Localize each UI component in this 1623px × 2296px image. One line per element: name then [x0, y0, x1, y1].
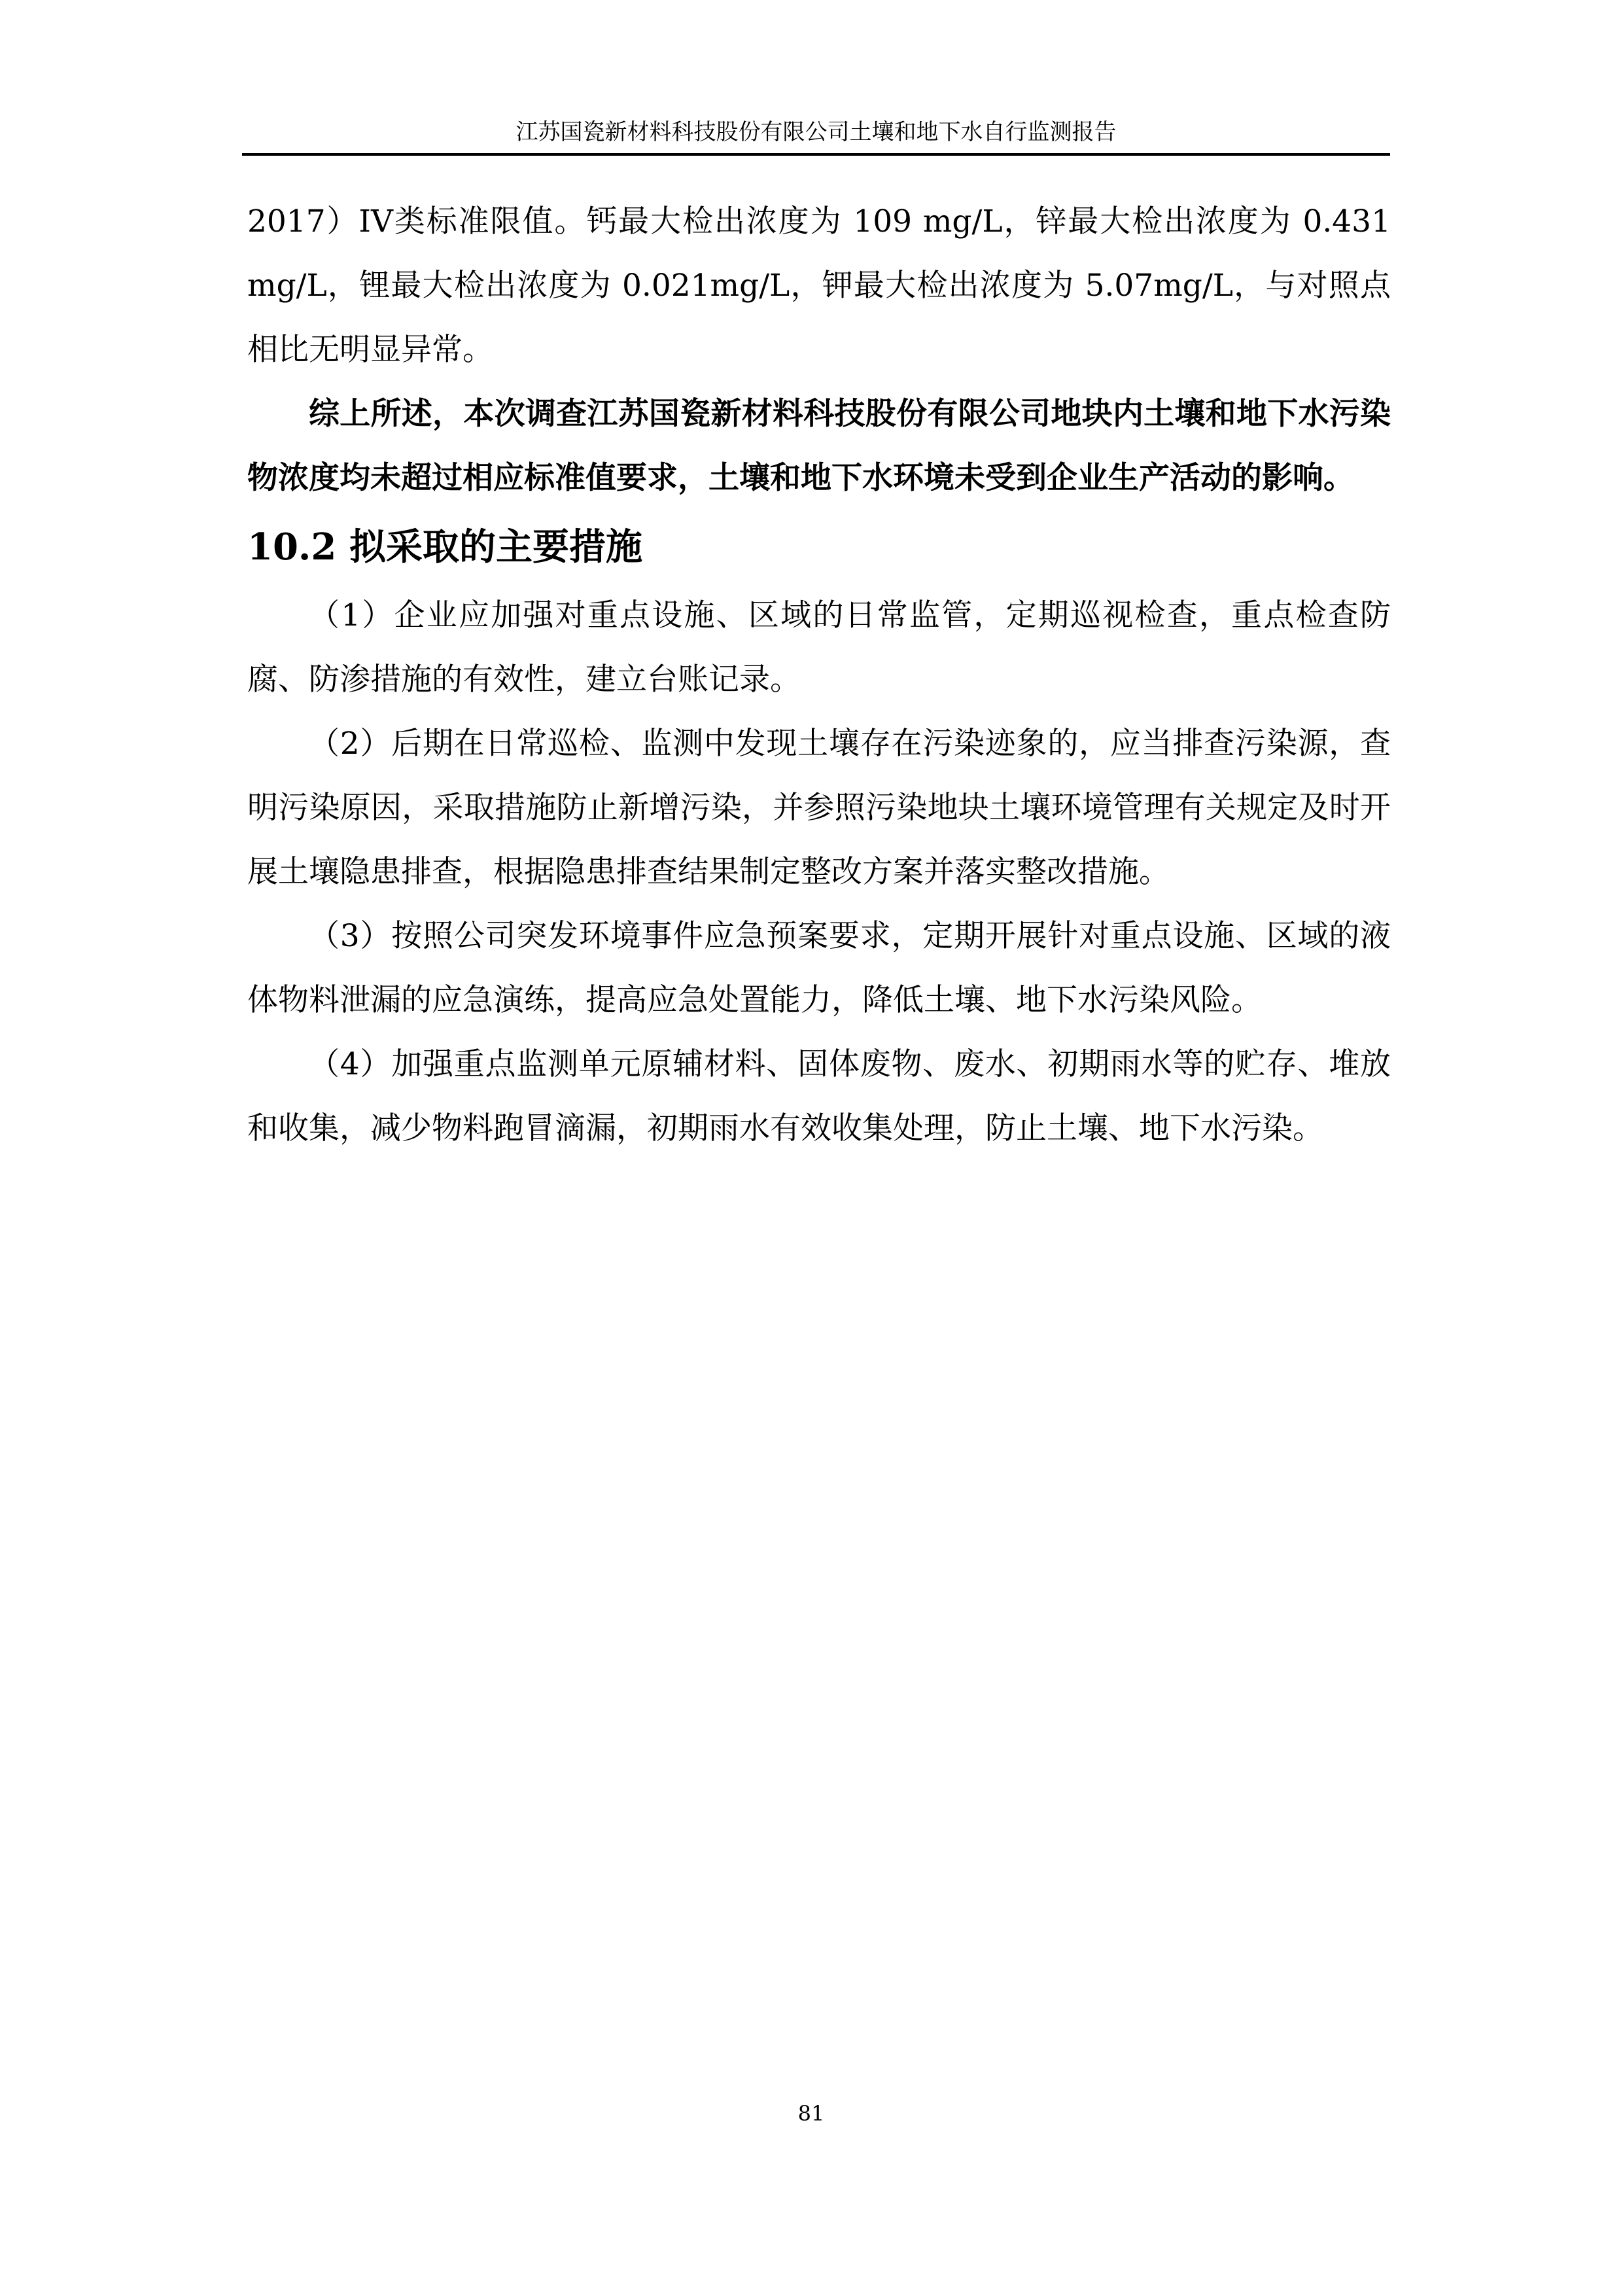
page-content — [247, 190, 1391, 1161]
measure-item-2: （2）后期在日常巡检、监测中发现土壤存在污染迹象的，应当排查污染源，查明污染原因，采取措施防止新增污染，并参照污染地块土壤环境管理有关规定及时开展土壤隐患排查，根据隐患排查结果制定整改方案并落实整改措施。 — [247, 726, 1391, 890]
section-heading — [247, 510, 1391, 584]
measure-item-1: （1）企业应加强对重点设施、区域的日常监管，定期巡视检查，重点检查防腐、防渗措施的有效性，建立台账记录。 — [247, 597, 1391, 698]
section-number: 10.2 — [247, 525, 337, 569]
measure-item-4: （4）加强重点监测单元原辅材料、固体废物、废水、初期雨水等的贮存、堆放和收集，减少物料跑冒滴漏，初期雨水有效收集处理，防止土壤、地下水污染。 — [247, 1046, 1391, 1146]
header-divider — [242, 153, 1390, 156]
section-title: 拟采取的主要措施 — [349, 525, 642, 569]
page-number: 81 — [797, 2101, 825, 2126]
page-header-title: 江苏国瓷新材料科技股份有限公司土壤和地下水自行监测报告 — [515, 119, 1117, 145]
paragraph-continuation: 2017）IV类标准限值。钙最大检出浓度为 109 mg/L，锌最大检出浓度为 0.431 mg/L，锂最大检出浓度为 0.021mg/L，钾最大检出浓度为 5.07mg/L，与对照点相比无明显异常。 — [247, 203, 1391, 368]
measure-item-3: （3）按照公司突发环境事件应急预案要求，定期开展针对重点设施、区域的液体物料泄漏的应急演练，提高应急处置能力，降低土壤、地下水污染风险。 — [247, 918, 1391, 1018]
conclusion-paragraph: 综上所述，本次调查江苏国瓷新材料科技股份有限公司地块内土壤和地下水污染物浓度均未超过相应标准值要求，土壤和地下水环境未受到企业生产活动的影响。 — [247, 396, 1391, 496]
